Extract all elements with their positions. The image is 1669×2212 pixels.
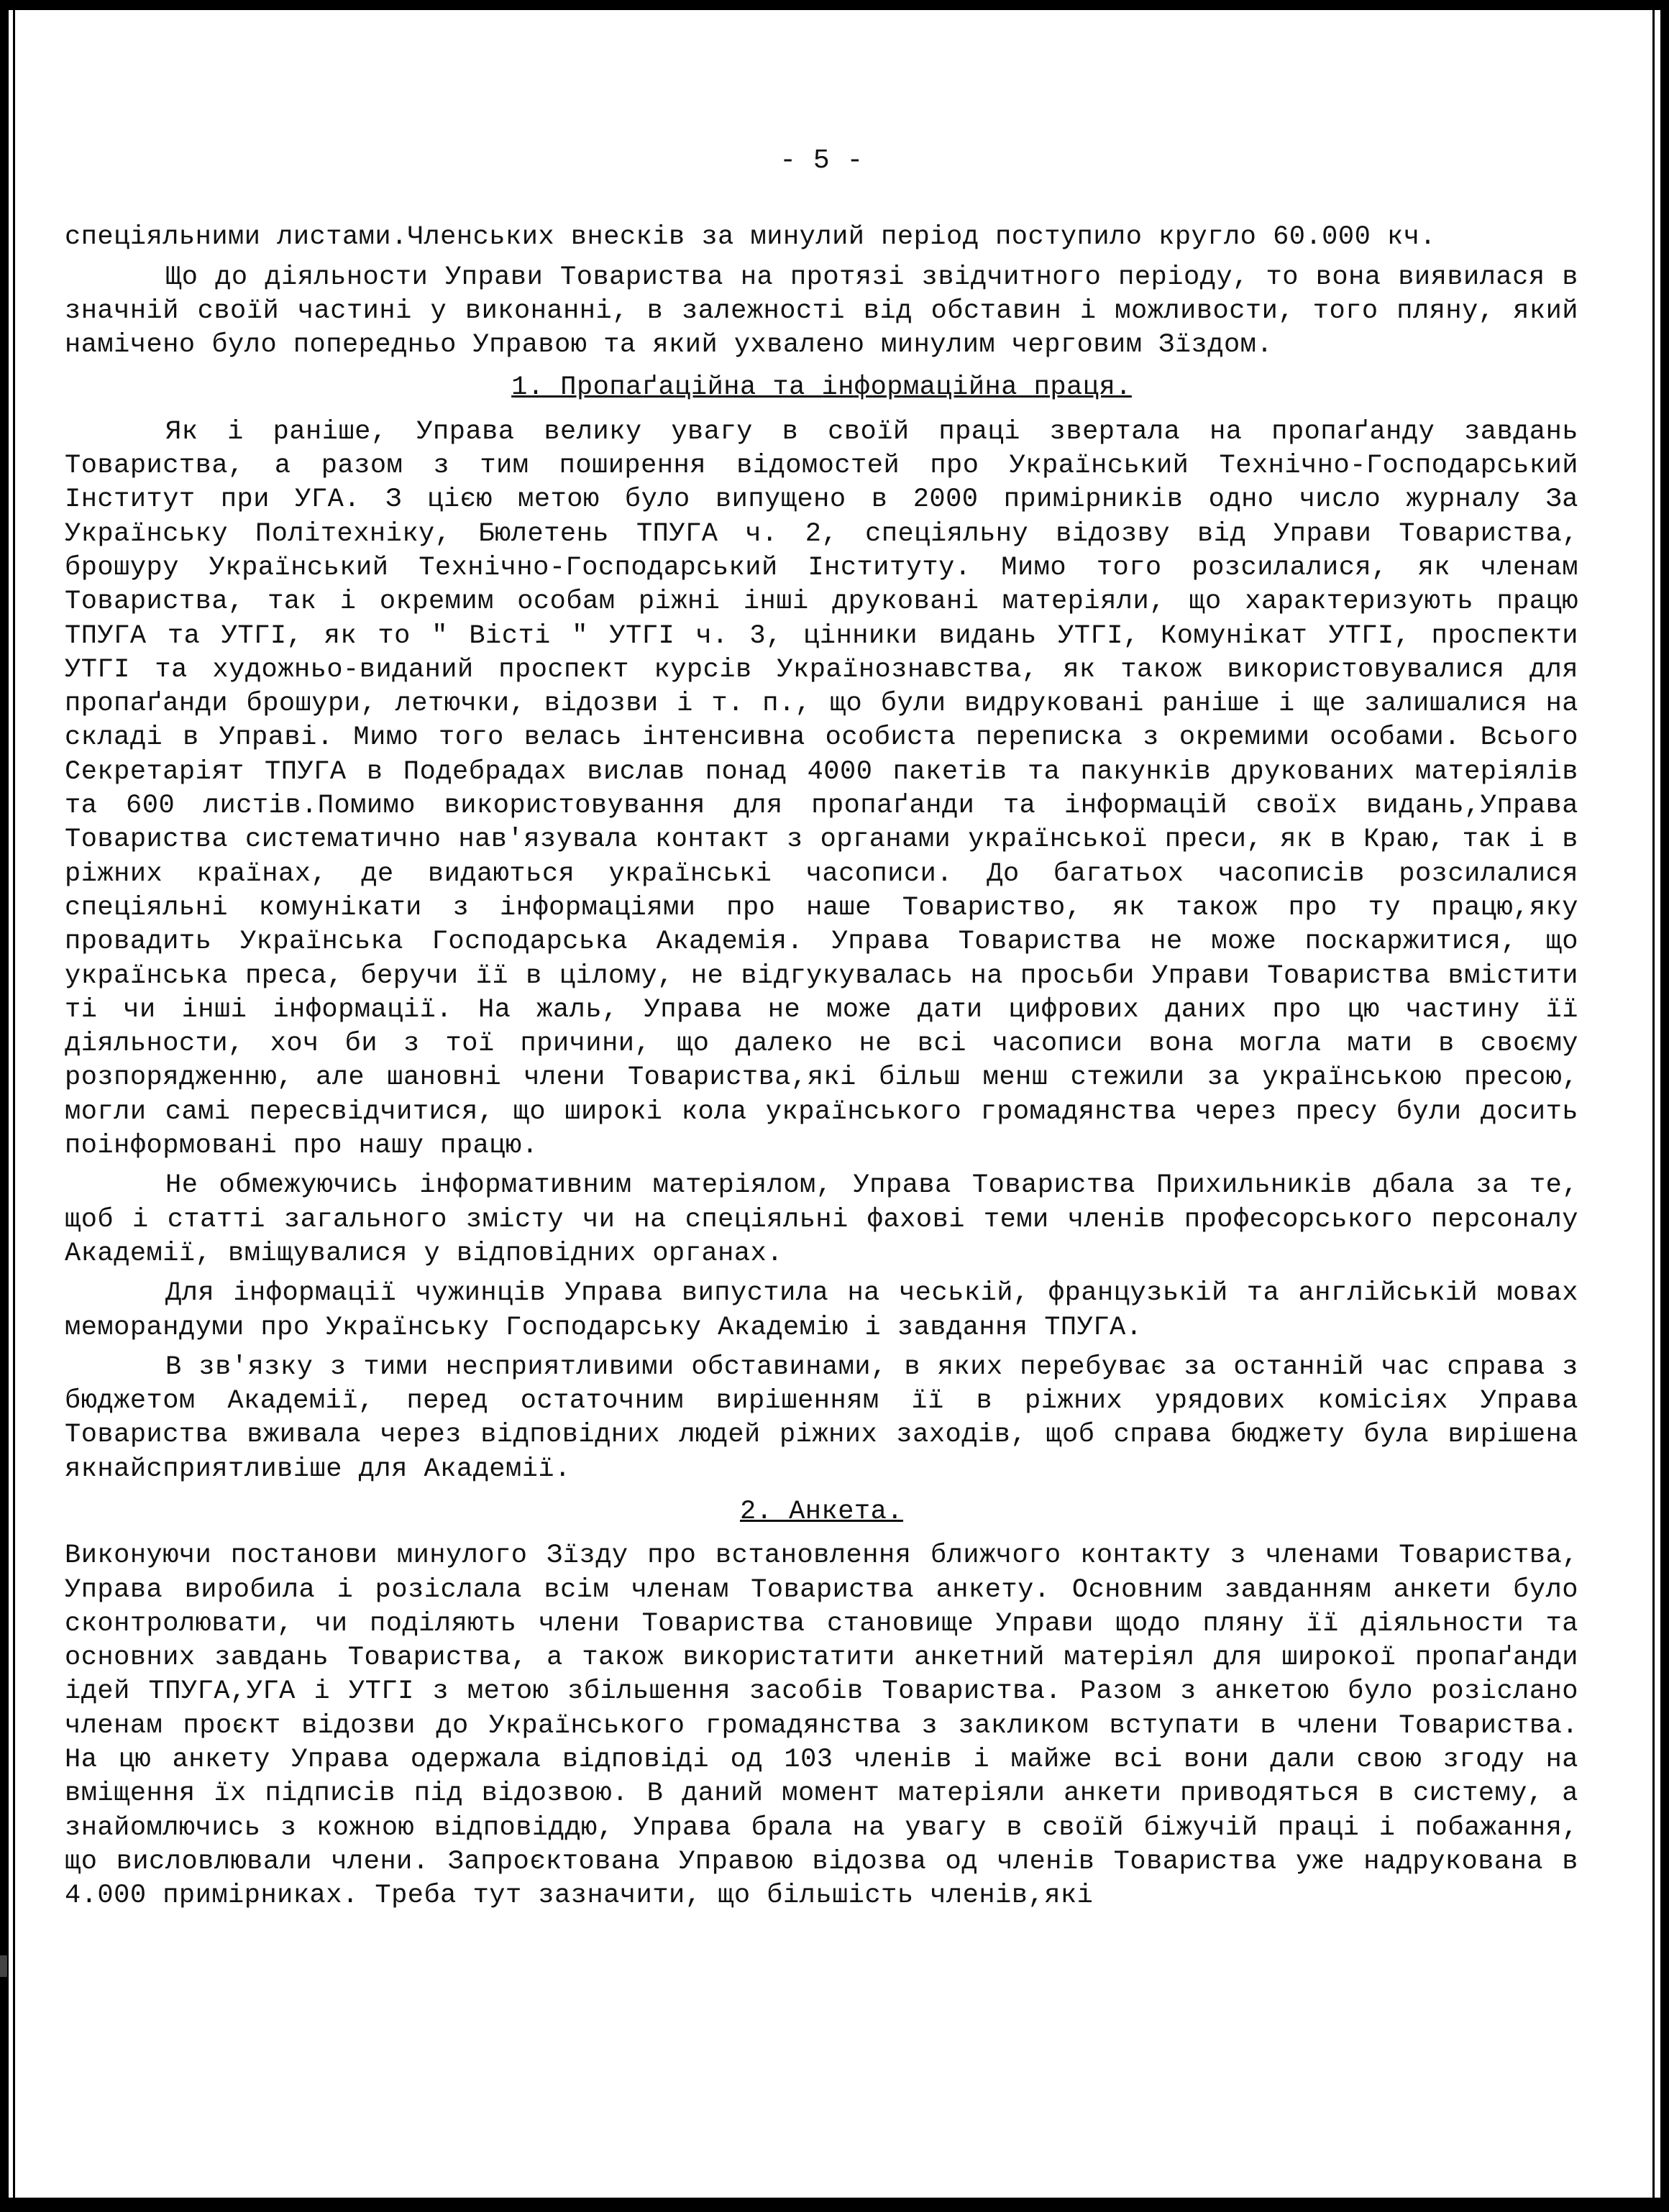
scan-border-left [0, 0, 9, 2212]
typewritten-page [65, 144, 1578, 1919]
section-1-title: 1. Пропаґаційна та інформаційна праця. [511, 372, 1132, 403]
scan-border-right-inner [1652, 0, 1655, 2212]
intro-paragraph: спеціяльними листами.Членських внесків за минулий період поступило кругло 60.000 кч. [65, 222, 1437, 253]
section-1-paragraph-4: В зв'язку з тими несприятливими обставинами, в яких перебуває за останній час справа з бюджетом Академії, перед остаточним вирішенням її в ріжних урядових комісіях Управа Товариства вживала через відповідних людей ріжних заходів, щоб справа бюджету була вирішена якнайсприятливіше для Академії. [65, 1351, 1578, 1484]
scan-border-top [0, 0, 1669, 10]
margin-mark [0, 1955, 7, 1977]
scan-border-bottom [0, 2198, 1669, 2212]
section-1-paragraph-3: Для інформації чужинців Управа випустила на чеській, французькій та англійській мовах меморандуми про Українську Господарську Академію і завдання ТПУГА. [65, 1278, 1578, 1343]
section-1-heading [65, 371, 1578, 405]
section-2-heading [65, 1495, 1578, 1529]
section-2-title: 2. Анкета. [739, 1496, 904, 1527]
section-1-paragraph-1: Як і раніше, Управа велику увагу в своїй праці звертала на пропаґанду завдань Товариства, а разом з тим поширення відомостей про Український Технічно-Господарський Інститут при УГА. З цією метою було випущено в 2000 примірників одно число журналу За Українську Політехніку, Бюлетень ТПУГА ч. 2, спеціяльну відозву від Управи Товариства, брошуру Український Технічно-Господарський Інституту. Мимо того розсилалися, як членам Товариства, так і окремим особам ріжні інші друковані матеріяли, що характеризують працю ТПУГА та УТГІ, як то " Вісті " УТГІ ч. 3, цінники видань УТГІ, Комунікат УТГІ, проспекти УТГІ та художньо-виданий проспект курсів Українознавства, як також використовувалися для пропаґанди брошури, летючки, відозви і т. п., що були видруковані раніше і ще залишалися на складі в Управі. Мимо того велась інтенсивна особиста переписка з окремими особами. Всього Секретаріят ТПУГА в Подебрадах вислав понад 4000 пакетів та пакунків друкованих матеріялів та 600 листів.Помимо використовування для пропаґанди та інформацій своїх видань,Управа Товариства систематично нав'язувала контакт з органами української преси, як в Краю, так і в ріжних країнах, де видаються українські часописи. До багатьох часописів розсилалися спеціяльні комунікати з інформаціями про наше Товариство, як також про ту працю,яку провадить Українська Господарська Академія. Управа Товариства не може поскаржитися, що українська преса, беручи її в цілому, не відгукувалась на просьби Управи Товариства вмістити ті чи інші інформації. На жаль, Управа не може дати цифрових даних про цю частину її діяльности, хоч би з тої причини, що далеко не всі часописи вона могла мати в своєму розпорядженню, але шановні члени Товариства,які більш менш стежили за українською пресою, могли самі пересвідчитися, що широкі кола українського громадянства через пресу були досить поінформовані про нашу працю. [65, 416, 1578, 1162]
scan-border-right [1660, 0, 1669, 2212]
page-number: - 5 - [779, 145, 864, 176]
management-paragraph: Що до діяльности Управи Товариства на протязі звідчитного періоду, то вона виявилася в значній своїй частині у виконанні, в залежності від обставин і можливости, того пляну, який намічено було попередньо Управою та який ухвалено минулим черговим Зїздом. [65, 262, 1578, 361]
section-1-paragraph-2: Не обмежуючись інформативним матеріялом, Управа Товариства Прихильників дбала за те, щоб і статті загального змісту чи на спеціяльні фахові теми членів професорського персоналу Академії, вміщувалися у відповідних органах. [65, 1170, 1578, 1269]
scan-border-left-inner [13, 0, 15, 2212]
section-2-paragraph-1: Виконуючи постанови минулого Зїзду про встановлення ближчого контакту з членами Товариства, Управа виробила і розіслала всім членам Товариства анкету. Основним завданням анкети було сконтролювати, чи поділяють члени Товариства становище Управи щодо пляну її діяльности та основних завдань Товариства, а також використатити анкетний матеріял для широкої пропаґанди ідей ТПУГА,УГА і УТГІ з метою збільшення засобів Товариства. Разом з анкетою було розіслано членам проєкт відозви до Українського громадянства з закликом вступати в члени Товариства. На цю анкету Управа одержала відповіді од 103 членів і майже всі вони дали свою згоду на вміщення їх підписів під відозвою. В даний момент матеріяли анкети приводяться в систему, а знайомлючись з кожною відповіддю, Управа брала на увагу в своїй біжучій праці і побажання, що висловлювали члени. Запроєктована Управою відозва од членів Товариства уже надрукована в 4.000 примірниках. Треба тут зазначити, що більшість членів,які [65, 1541, 1578, 1912]
